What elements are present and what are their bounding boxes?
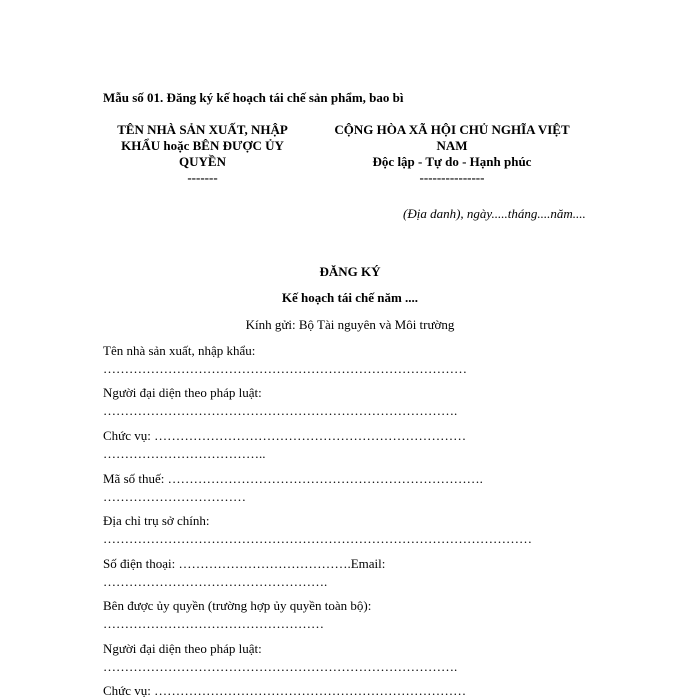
field-fill: ………………………………………………………………………. <box>103 659 458 674</box>
left-header-line1: TÊN NHÀ SẢN XUẤT, NHẬP <box>117 122 288 137</box>
national-title-line2: NAM <box>436 138 468 153</box>
place-date-line: (Địa danh), ngày.....tháng....năm.... <box>403 206 586 221</box>
left-header-block <box>90 122 315 186</box>
field-fill: ………………………………………………………………………. <box>103 403 458 418</box>
right-header-block <box>322 122 582 186</box>
field-fill: ……………………………………………. <box>103 574 328 589</box>
field-fill: ………………………………………………………………………… <box>103 361 467 376</box>
field-fill: ……………………………………………………………………………………… <box>103 531 532 546</box>
field-label: Bên được ủy quyền (trường hợp ủy quyền toàn bộ): <box>103 598 372 613</box>
recipient-line: Kính gửi: Bộ Tài nguyên và Môi trường <box>245 317 455 332</box>
left-header-line3: QUYỀN <box>179 154 226 169</box>
field-label: Chức vụ: ……………………………………………………………… <box>103 428 467 443</box>
document-title: ĐĂNG KÝ <box>319 264 381 279</box>
document-subtitle: Kế hoạch tái chế năm .... <box>281 290 419 305</box>
field-label: Mã số thuế: ………………………………………………………………. <box>103 471 483 486</box>
right-header-divider: --------------- <box>419 170 485 185</box>
national-motto: Độc lập - Tự do - Hạnh phúc <box>372 154 532 169</box>
field-label: Người đại diện theo pháp luật: <box>103 385 262 400</box>
field-label: Địa chỉ trụ sở chính: <box>103 513 210 528</box>
field-label: Người đại diện theo pháp luật: <box>103 641 262 656</box>
field-fill: …………………………………………… <box>103 616 324 631</box>
form-title: Mẫu số 01. Đăng ký kế hoạch tái chế sản phẩm, bao bì <box>103 90 404 105</box>
national-title-line1: CỘNG HÒA XÃ HỘI CHỦ NGHĨA VIỆT <box>334 122 570 137</box>
field-fill: ……………………………….. <box>103 446 266 461</box>
left-header-divider: ------- <box>187 170 218 185</box>
field-fill: …………………………… <box>103 489 246 504</box>
field-label: Tên nhà sản xuất, nhập khẩu: <box>103 343 256 358</box>
field-label: Chức vụ: ……………………………………………………………… <box>103 683 467 698</box>
field-label: Số điện thoại: ………………………………….Email: <box>103 556 386 571</box>
left-header-line2: KHẨU hoặc BÊN ĐƯỢC ỦY <box>121 138 284 153</box>
